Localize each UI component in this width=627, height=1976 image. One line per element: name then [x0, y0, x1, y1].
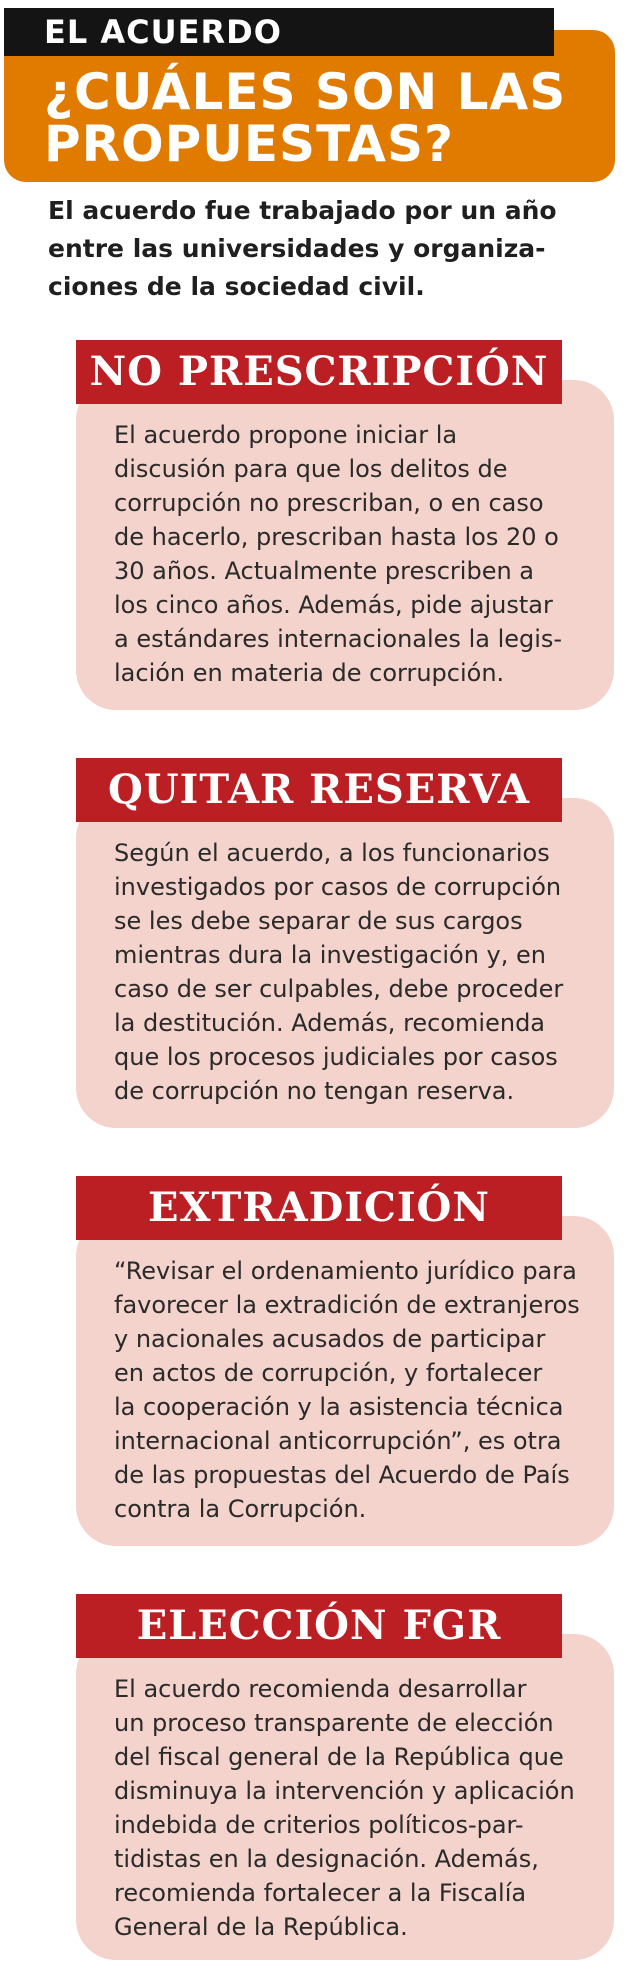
card-line: El acuerdo propone iniciar la	[114, 421, 458, 449]
card-line: corrupción no prescriban, o en caso	[114, 489, 544, 517]
card-line: internacional anticorrupción”, es otra	[114, 1427, 562, 1455]
card-text-extradicion	[114, 1254, 584, 1526]
card-line: se les debe separar de sus cargos	[114, 907, 523, 935]
card-line: mientras dura la investigación y, en	[114, 941, 546, 969]
card-text-eleccion-fgr	[114, 1672, 584, 1944]
intro-line-3: ciones de la sociedad civil.	[48, 272, 425, 301]
card-line: lación en materia de corrupción.	[114, 659, 505, 687]
card-line: indebida de criterios políticos-par-	[114, 1811, 524, 1839]
card-line: caso de ser culpables, debe proceder	[114, 975, 564, 1003]
card-title-eleccion-fgr: ELECCIÓN FGR	[76, 1594, 562, 1658]
card-line: recomienda fortalecer a la Fiscalía	[114, 1879, 527, 1907]
card-line: a estándares internacionales la legis-	[114, 625, 563, 653]
card-line: 30 años. Actualmente prescriben a	[114, 557, 534, 585]
card-line: General de la República.	[114, 1913, 408, 1941]
card-line: investigados por casos de corrupción	[114, 873, 562, 901]
card-line: “Revisar el ordenamiento jurídico para	[114, 1257, 577, 1285]
card-line: la destitución. Además, recomienda	[114, 1009, 546, 1037]
card-line: de hacerlo, prescriban hasta los 20 o	[114, 523, 559, 551]
card-line: Según el acuerdo, a los funcionarios	[114, 839, 550, 867]
card-text-no-prescripcion	[114, 418, 584, 690]
card-text-quitar-reserva	[114, 836, 584, 1108]
card-line: los cinco años. Además, pide ajustar	[114, 591, 553, 619]
card-title-quitar-reserva: QUITAR RESERVA	[76, 758, 562, 822]
intro-text	[48, 192, 608, 306]
card-line: en actos de corrupción, y fortalecer	[114, 1359, 543, 1387]
card-line: del fiscal general de la República que	[114, 1743, 564, 1771]
card-line: discusión para que los delitos de	[114, 455, 508, 483]
card-title-no-prescripcion: NO PRESCRIPCIÓN	[76, 340, 562, 404]
section-kicker: EL ACUERDO	[4, 8, 554, 56]
card-line: tidistas en la designación. Además,	[114, 1845, 539, 1873]
intro-line-2: entre las universidades y organiza-	[48, 234, 546, 263]
card-line: de corrupción no tengan reserva.	[114, 1077, 515, 1105]
card-title-extradicion: EXTRADICIÓN	[76, 1176, 562, 1240]
card-line: y nacionales acusados de participar	[114, 1325, 546, 1353]
card-line: disminuya la intervención y aplicación	[114, 1777, 575, 1805]
headline	[44, 63, 604, 173]
card-line: contra la Corrupción.	[114, 1495, 367, 1523]
intro-line-1: El acuerdo fue trabajado por un año	[48, 196, 557, 225]
headline-line-2: PROPUESTAS?	[44, 115, 454, 173]
card-line: un proceso transparente de elección	[114, 1709, 554, 1737]
card-line: que los procesos judiciales por casos	[114, 1043, 558, 1071]
card-line: favorecer la extradición de extranjeros	[114, 1291, 580, 1319]
headline-line-1: ¿CUÁLES SON LAS	[44, 63, 567, 121]
card-line: la cooperación y la asistencia técnica	[114, 1393, 564, 1421]
card-line: de las propuestas del Acuerdo de País	[114, 1461, 570, 1489]
card-line: El acuerdo recomienda desarrollar	[114, 1675, 527, 1703]
